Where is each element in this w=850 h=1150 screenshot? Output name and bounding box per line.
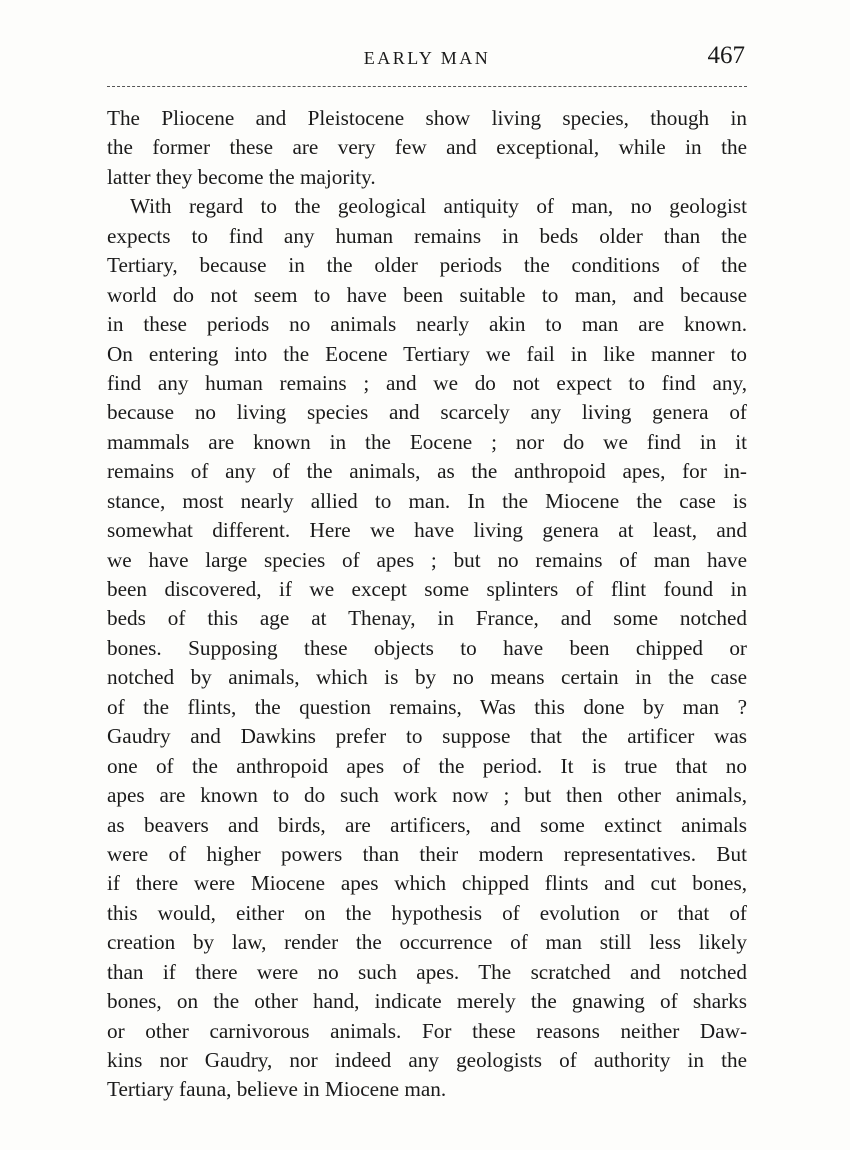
- text-line: if there were Miocene apes which chipped flints and cut bones,: [107, 871, 747, 896]
- text-line: this would, either on the hypothesis of evolution or that of: [107, 900, 747, 925]
- text-line: find any human remains ; and we do not expect to find any,: [107, 370, 747, 395]
- running-head: [107, 44, 747, 78]
- text-line: we have large species of apes ; but no remains of man have: [107, 547, 747, 572]
- text-line: apes are known to do such work now ; but then other animals,: [107, 783, 747, 808]
- text-line: kins nor Gaudry, nor indeed any geologists of authority in the: [107, 1048, 747, 1072]
- body-text: [107, 104, 747, 1105]
- text-line: remains of any of the animals, as the anthropoid apes, for in-: [107, 459, 747, 484]
- text-line: as beavers and birds, are artificers, and some extinct animals: [107, 812, 747, 837]
- text-line: than if there were no such apes. The scratched and notched: [107, 959, 747, 984]
- text-line: The Pliocene and Pleistocene show living species, though in: [107, 106, 747, 130]
- text-line: On entering into the Eocene Tertiary we fail in like manner to: [107, 341, 747, 366]
- text-line: Tertiary fauna, believe in Miocene man.: [107, 1077, 447, 1102]
- text-line: Tertiary, because in the older periods the conditions of the: [107, 253, 747, 278]
- text-line: were of higher powers than their modern representatives. But: [107, 841, 747, 866]
- text-line: or other carnivorous animals. For these reasons neither Daw-: [107, 1018, 747, 1043]
- text-line: of the flints, the question remains, Was this done by man ?: [107, 694, 747, 719]
- text-line: bones, on the other hand, indicate merely the gnawing of sharks: [107, 989, 747, 1014]
- text-line: the former these are very few and exceptional, while in the: [107, 135, 747, 160]
- text-line: been discovered, if we except some splinters of flint found in: [107, 577, 747, 601]
- running-title: EARLY MAN: [363, 48, 491, 68]
- text-line: Gaudry and Dawkins prefer to suppose that the artificer was: [107, 724, 747, 749]
- text-line: beds of this age at Thenay, in France, and some notched: [107, 606, 747, 631]
- text-line: one of the anthropoid apes of the period. It is true that no: [107, 753, 747, 778]
- text-line: expects to find any human remains in beds older than the: [107, 223, 747, 248]
- text-line: latter they become the majority.: [107, 164, 376, 189]
- text-line: notched by animals, which is by no means certain in the case: [107, 665, 747, 690]
- text-line: world do not seem to have been suitable to man, and because: [107, 282, 747, 307]
- text-line: stance, most nearly allied to man. In the Miocene the case is: [107, 488, 747, 513]
- text-line: in these periods no animals nearly akin to man are known.: [107, 312, 747, 337]
- text-line: somewhat different. Here we have living genera at least, and: [107, 518, 747, 543]
- header-rule: [107, 86, 747, 87]
- text-line: With regard to the geological antiquity of man, no geologist: [130, 194, 747, 219]
- paragraph: [107, 192, 747, 1105]
- text-line: bones. Supposing these objects to have been chipped or: [107, 635, 747, 660]
- paragraph: [107, 104, 747, 192]
- page-number: 467: [707, 42, 745, 69]
- text-line: mammals are known in the Eocene ; nor do we find in it: [107, 429, 747, 454]
- text-line: because no living species and scarcely any living genera of: [107, 400, 747, 425]
- text-line: creation by law, render the occurrence of man still less likely: [107, 930, 747, 955]
